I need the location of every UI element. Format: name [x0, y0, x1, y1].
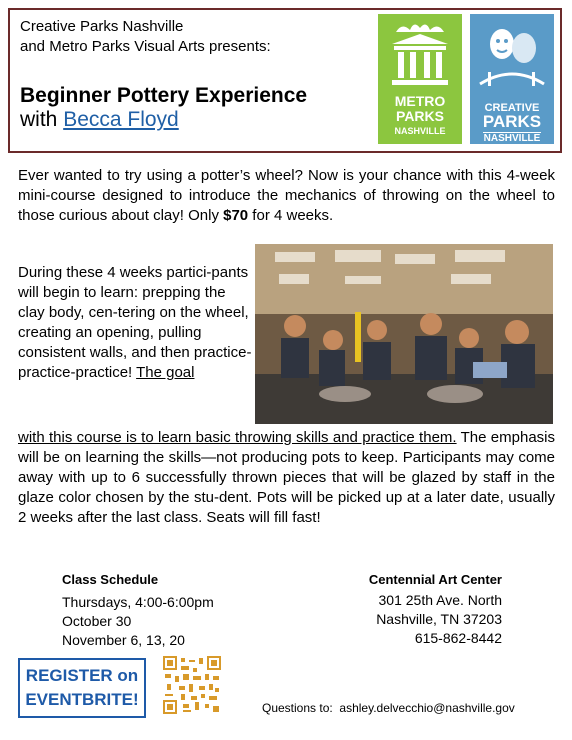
- curriculum-text: During these 4 weeks partici-pants will begin to learn: prepping the clay body, cen-tering on the wheel, creating an opening, pulling consistent walls, and then practice-practice-practice!: [18, 264, 252, 381]
- questions-label: Questions to:: [262, 701, 333, 715]
- price: $70: [223, 207, 249, 224]
- metro-word: METRO: [394, 93, 446, 109]
- curriculum-paragraph: [18, 263, 254, 383]
- questions-email[interactable]: ashley.delvecchio@nashville.gov: [339, 701, 515, 715]
- instructor-link[interactable]: Becca Floyd: [63, 108, 179, 131]
- location-phone: 615-862-8442: [414, 630, 502, 646]
- register-line-1: REGISTER on: [25, 666, 139, 685]
- creative-parks-logo: [470, 14, 554, 144]
- details-paragraph: [18, 428, 555, 528]
- pottery-class-photo: [255, 244, 553, 424]
- details-text: The emphasis will be on learning the skills—not producing pots to keep. Participants may come away with up to 6 successfully thrown pieces that will be glazed by staff in the glaze color chosen by the stu-dent. Pots will be picked up at a later date, usually 2 weeks after the last class. Seats will fill fast!: [18, 429, 555, 526]
- goal-text-start: The goal: [136, 364, 195, 381]
- instructor-line: [20, 108, 179, 132]
- metro-parks-logo: [378, 14, 462, 144]
- parks-word: PARKS: [396, 108, 444, 124]
- location-city: Nashville, TN 37203: [376, 611, 502, 627]
- qr-code[interactable]: [163, 656, 221, 714]
- presenter-line-2: and Metro Parks Visual Arts presents:: [20, 38, 271, 55]
- creative-word: CREATIVE: [484, 102, 540, 114]
- event-title: Beginner Pottery Experience: [20, 84, 308, 107]
- class-schedule: [62, 570, 262, 650]
- location-name: Centennial Art Center: [368, 572, 502, 587]
- register-line-2: EVENTBRITE!: [25, 690, 139, 709]
- intro-text-end: for 4 weeks.: [248, 207, 334, 224]
- nashville-word: NASHVILLE: [394, 126, 446, 136]
- register-button[interactable]: [18, 658, 146, 718]
- schedule-date-1: October 30: [62, 613, 132, 629]
- schedule-dates-2: November 6, 13, 20: [62, 632, 185, 648]
- building-icon: [378, 14, 462, 144]
- parks-word: PARKS: [482, 112, 542, 131]
- location-block: [330, 570, 502, 648]
- schedule-time: Thursdays, 4:00-6:00pm: [62, 594, 214, 610]
- goal-text-rest: with this course is to learn basic throwing skills and practice them.: [18, 429, 457, 446]
- nashville-word: NASHVILLE: [483, 133, 541, 144]
- presenter-line-1: Creative Parks Nashville: [20, 18, 184, 35]
- schedule-title: Class Schedule: [62, 572, 159, 587]
- intro-text: Ever wanted to try using a potter’s wheel? Now is your chance with this 4-week mini-course designed to introduce the mechanics of throwing on the wheel to those curious about clay! Only: [18, 167, 555, 224]
- location-street: 301 25th Ave. North: [378, 592, 502, 608]
- questions-line: [262, 701, 515, 715]
- intro-paragraph: [18, 166, 555, 226]
- with-prefix: with: [20, 108, 64, 131]
